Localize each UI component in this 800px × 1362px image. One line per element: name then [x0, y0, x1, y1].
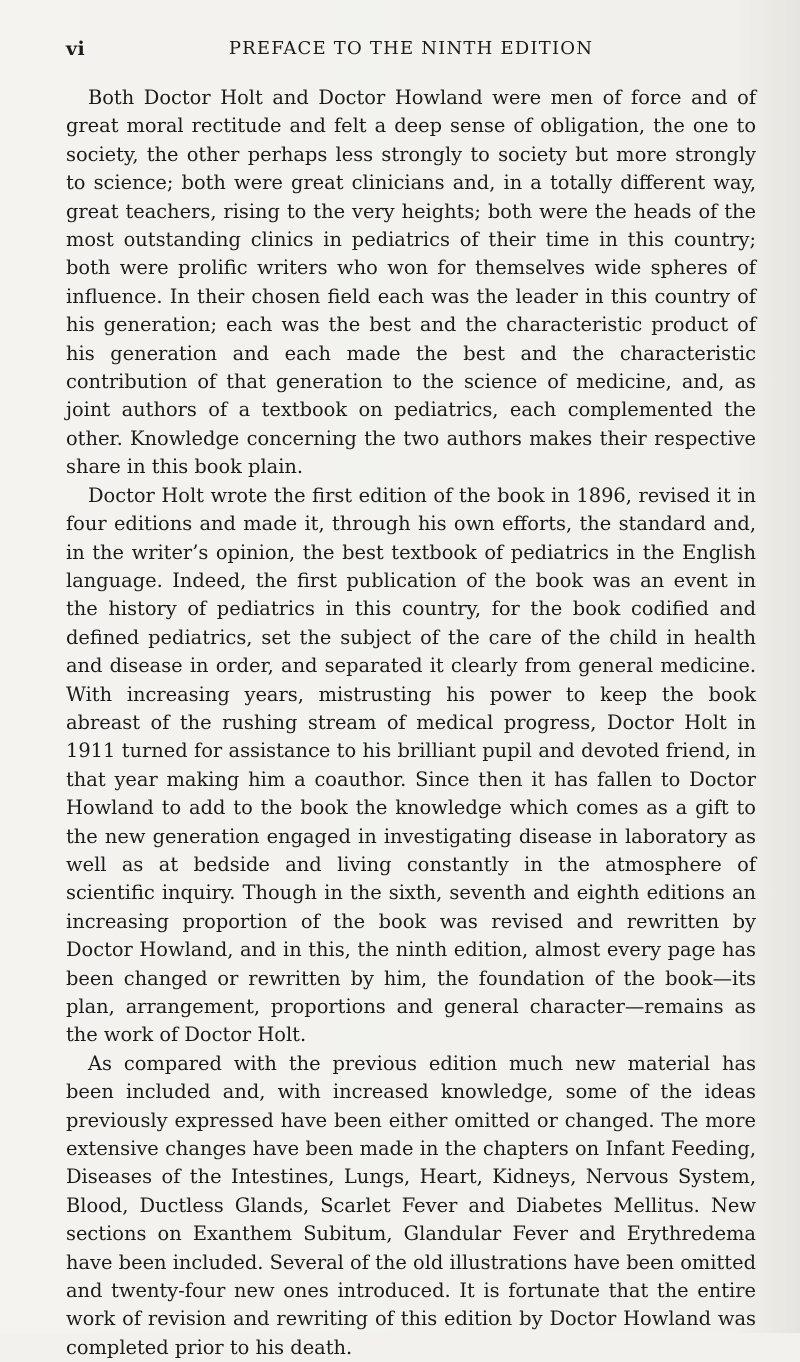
page-number: vi: [66, 38, 86, 60]
running-head: [66, 38, 756, 68]
body-text: [66, 84, 756, 1362]
paragraph-changes: As compared with the previous edition much new material has been included and, with increased knowledge, some of the ideas previously expressed have been either omitted or changed. The more extensive changes have been made in the chapters on Infant Feeding, Diseases of the Intestines, Lungs, Heart, Kidneys, Nervous System, Blood, Ductless Glands, Scarlet Fever and Diabetes Mellitus. New sections on Exanthem Subitum, Glandular Fever and Erythredema have been included. Several of the old illustrations have been omitted and twenty-four new ones introduced. It is fortunate that the entire work of revision and rewriting of this edition by Doctor Howland was completed prior to his death.: [66, 1051, 756, 1359]
running-title: PREFACE TO THE NINTH EDITION: [228, 38, 594, 59]
paragraph-history: Doctor Holt wrote the first edition of the book in 1896, revised it in four editions and made it, through his own efforts, the standard and, in the writer’s opinion, the best textbook of pediatrics in the English language. Indeed, the first publication of the book was an event in the history of pediatrics in this country, for the book codified and defined pediatrics, set the subject of the care of the child in health and disease in order, and separated it clearly from general medicine. With increasing years, mistrusting his power to keep the book abreast of the rushing stream of medical progress, Doctor Holt in 1911 turned for assistance to his brilliant pupil and devoted friend, in that year making him a coauthor. Since then it has fallen to Doctor Howland to add to the book the knowledge which comes as a gift to the new generation engaged in investigating disease in laboratory as well as at bedside and living constantly in the atmosphere of scientific inquiry. Though in the sixth, seventh and eighth editions an increasing proportion of the book was revised and rewritten by Doctor Howland, and in this, the ninth edition, almost every page has been changed or rewritten by him, the foundation of the book—its plan, arrangement, proportions and general character—remains as the work of Doctor Holt.: [66, 483, 756, 1047]
paragraph-authors: Both Doctor Holt and Doctor Howland were men of force and of great moral rectitude and felt a deep sense of obligation, the one to society, the other perhaps less strongly to society but more strongly to science; both were great clinicians and, in a totally different way, great teachers, rising to the very heights; both were the heads of the most outstanding clinics in pediatrics of their time in this country; both were prolific writers who won for themselves wide spheres of influence. In their chosen field each was the leader in this country of his generation; each was the best and the characteristic product of his generation and each made the best and the characteristic contribution of that generation to the science of medicine, and, as joint authors of a textbook on pediatrics, each complemented the other. Knowledge concerning the two authors makes their respective share in this book plain.: [66, 86, 756, 479]
